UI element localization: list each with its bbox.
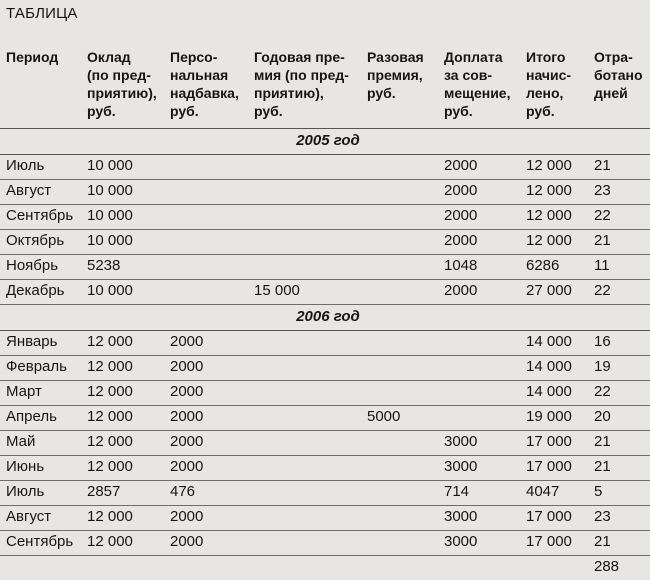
empty-cell (0, 555, 81, 580)
header-line: за сов- (444, 67, 493, 83)
table-cell: 5238 (81, 254, 164, 279)
table-cell: Декабрь (0, 279, 81, 304)
table-cell: Май (0, 430, 81, 455)
header-line: Разовая (367, 49, 424, 65)
table-body (0, 128, 650, 580)
table-cell: 12 000 (520, 154, 588, 179)
header-line: руб. (87, 103, 116, 119)
table-cell (361, 380, 438, 405)
header-line: приятию), (87, 85, 157, 101)
table-cell: 2000 (164, 530, 248, 555)
header-line: Оклад (87, 49, 131, 65)
table-cell: Сентябрь (0, 530, 81, 555)
table-cell: Апрель (0, 405, 81, 430)
table-cell (164, 179, 248, 204)
header-line: руб. (444, 103, 473, 119)
table-cell: 14 000 (520, 355, 588, 380)
table-cell: 22 (588, 380, 650, 405)
table-row (0, 179, 650, 204)
table-cell: 2000 (438, 154, 520, 179)
table-cell: 14 000 (520, 380, 588, 405)
table-cell: 12 000 (81, 505, 164, 530)
table-cell: Июль (0, 480, 81, 505)
table-cell: 10 000 (81, 279, 164, 304)
table-row (0, 430, 650, 455)
table-cell (361, 204, 438, 229)
table-cell: 15 000 (248, 279, 361, 304)
header-line: Отра- (594, 49, 633, 65)
table-cell (248, 455, 361, 480)
table-cell (438, 380, 520, 405)
header-line: нальная (170, 67, 229, 83)
table-cell: 2000 (438, 204, 520, 229)
table-cell: 14 000 (520, 330, 588, 355)
table-cell (361, 355, 438, 380)
table-cell: Июнь (0, 455, 81, 480)
header-line: (по пред- (87, 67, 151, 83)
header-line: руб. (367, 85, 396, 101)
table-row (0, 254, 650, 279)
table-row (0, 204, 650, 229)
header-line: Период (6, 49, 59, 65)
header-line: Годовая пре- (254, 49, 345, 65)
table-cell: 2000 (438, 279, 520, 304)
empty-cell (248, 555, 361, 580)
table-cell: 11 (588, 254, 650, 279)
header-line: премия, (367, 67, 423, 83)
table-cell: 714 (438, 480, 520, 505)
table-row (0, 380, 650, 405)
table-cell: 12 000 (81, 430, 164, 455)
table-cell: Февраль (0, 355, 81, 380)
table-cell: Март (0, 380, 81, 405)
table-cell: 2000 (164, 455, 248, 480)
table-cell (361, 530, 438, 555)
table-cell: 21 (588, 229, 650, 254)
table-cell: 27 000 (520, 279, 588, 304)
header-combination-pay (438, 39, 520, 128)
table-cell: 16 (588, 330, 650, 355)
table-cell (438, 405, 520, 430)
table-cell: 10 000 (81, 179, 164, 204)
header-line: дней (594, 85, 628, 101)
table-cell (361, 279, 438, 304)
table-cell: 21 (588, 430, 650, 455)
table-cell: 12 000 (81, 380, 164, 405)
table-cell (361, 179, 438, 204)
header-line: мещение, (444, 85, 511, 101)
table-cell: 6286 (520, 254, 588, 279)
table-cell (248, 355, 361, 380)
table-cell: 10 000 (81, 204, 164, 229)
table-row (0, 279, 650, 304)
header-line: приятию), (254, 85, 324, 101)
empty-cell (438, 555, 520, 580)
table-cell (361, 154, 438, 179)
table-cell: 21 (588, 530, 650, 555)
table-cell: 3000 (438, 530, 520, 555)
table-cell: 17 000 (520, 430, 588, 455)
header-line: Доплата (444, 49, 503, 65)
table-cell: 2000 (164, 355, 248, 380)
table-cell (248, 204, 361, 229)
header-salary (81, 39, 164, 128)
table-caption: ТАБЛИЦА (6, 5, 78, 22)
table-cell: 17 000 (520, 530, 588, 555)
salary-table (0, 39, 650, 580)
table-cell: Сентябрь (0, 204, 81, 229)
header-line: Итого (526, 49, 566, 65)
table-cell: Август (0, 505, 81, 530)
total-days: 288 (594, 557, 620, 575)
table-cell: 23 (588, 505, 650, 530)
header-line: начис- (526, 67, 572, 83)
table-cell (361, 330, 438, 355)
header-line: руб. (526, 103, 555, 119)
table-cell: 23 (588, 179, 650, 204)
table-row (0, 530, 650, 555)
empty-cell (361, 555, 438, 580)
table-cell (361, 505, 438, 530)
header-line: ботано (594, 67, 643, 83)
table-cell: 21 (588, 455, 650, 480)
table-row (0, 154, 650, 179)
table-cell: Январь (0, 330, 81, 355)
table-cell: 12 000 (520, 204, 588, 229)
empty-cell (164, 555, 248, 580)
table-row (0, 355, 650, 380)
table-cell: 2000 (164, 405, 248, 430)
table-cell: 2000 (164, 380, 248, 405)
header-personal-bonus (164, 39, 248, 128)
table-cell (438, 330, 520, 355)
header-line: Персо- (170, 49, 218, 65)
table-cell: 12 000 (81, 455, 164, 480)
table-cell (248, 229, 361, 254)
table-cell (164, 154, 248, 179)
table-cell: 3000 (438, 455, 520, 480)
table-cell: 20 (588, 405, 650, 430)
table-cell: 2000 (164, 430, 248, 455)
table-row (0, 480, 650, 505)
header-annual-bonus (248, 39, 361, 128)
table-cell: Июль (0, 154, 81, 179)
table-cell: 3000 (438, 430, 520, 455)
header-line: руб. (170, 103, 199, 119)
table-cell (248, 179, 361, 204)
table-cell: 19 (588, 355, 650, 380)
header-days-worked (588, 39, 650, 128)
table-cell: 5000 (361, 405, 438, 430)
table-row (0, 405, 650, 430)
header-row (0, 39, 650, 128)
table-cell: 22 (588, 279, 650, 304)
header-line: лено, (526, 85, 564, 101)
table-cell: 17 000 (520, 505, 588, 530)
table-cell: Октябрь (0, 229, 81, 254)
table-cell: 476 (164, 480, 248, 505)
header-line: надбавка, (170, 85, 239, 101)
empty-cell (520, 555, 588, 580)
empty-cell (81, 555, 164, 580)
header-one-time-bonus (361, 39, 438, 128)
table-cell: 12 000 (520, 179, 588, 204)
table-cell (164, 229, 248, 254)
year-row (0, 304, 650, 330)
table-cell (248, 480, 361, 505)
table-cell (248, 330, 361, 355)
total-row (0, 555, 650, 580)
header-line: руб. (254, 103, 283, 119)
table-cell: 22 (588, 204, 650, 229)
table-cell (164, 254, 248, 279)
table-row (0, 229, 650, 254)
table-cell: 10 000 (81, 154, 164, 179)
table-cell (164, 279, 248, 304)
table-cell: 10 000 (81, 229, 164, 254)
table-cell (361, 455, 438, 480)
table-cell (248, 530, 361, 555)
table-cell (248, 154, 361, 179)
table-cell (361, 480, 438, 505)
table-cell (248, 430, 361, 455)
table-cell (438, 355, 520, 380)
year-label: 2005 год (0, 128, 650, 154)
table-cell (248, 254, 361, 279)
table-cell (164, 204, 248, 229)
header-total-accrued (520, 39, 588, 128)
table-cell: 17 000 (520, 455, 588, 480)
table-cell (248, 405, 361, 430)
header-period (0, 39, 81, 128)
table-cell (361, 430, 438, 455)
table-cell: 2000 (438, 179, 520, 204)
table-cell (361, 229, 438, 254)
header-line: мия (по пред- (254, 67, 349, 83)
year-row (0, 128, 650, 154)
table-cell: 2000 (438, 229, 520, 254)
table-cell: Август (0, 179, 81, 204)
table-cell: 21 (588, 154, 650, 179)
table-cell: 3000 (438, 505, 520, 530)
table-cell: 2000 (164, 505, 248, 530)
year-label: 2006 год (0, 304, 650, 330)
table-cell: 1048 (438, 254, 520, 279)
table-row (0, 330, 650, 355)
table-cell: 2000 (164, 330, 248, 355)
table-cell (361, 254, 438, 279)
table-cell (248, 380, 361, 405)
table-cell: 12 000 (81, 355, 164, 380)
table-cell: 12 000 (520, 229, 588, 254)
table-cell (248, 505, 361, 530)
table-cell: 19 000 (520, 405, 588, 430)
table-cell: 12 000 (81, 405, 164, 430)
table-cell: 4047 (520, 480, 588, 505)
table-cell: Ноябрь (0, 254, 81, 279)
table-cell: 5 (588, 480, 650, 505)
table-cell: 12 000 (81, 530, 164, 555)
table-row (0, 505, 650, 530)
table-row (0, 455, 650, 480)
table-cell: 12 000 (81, 330, 164, 355)
table-cell: 2857 (81, 480, 164, 505)
